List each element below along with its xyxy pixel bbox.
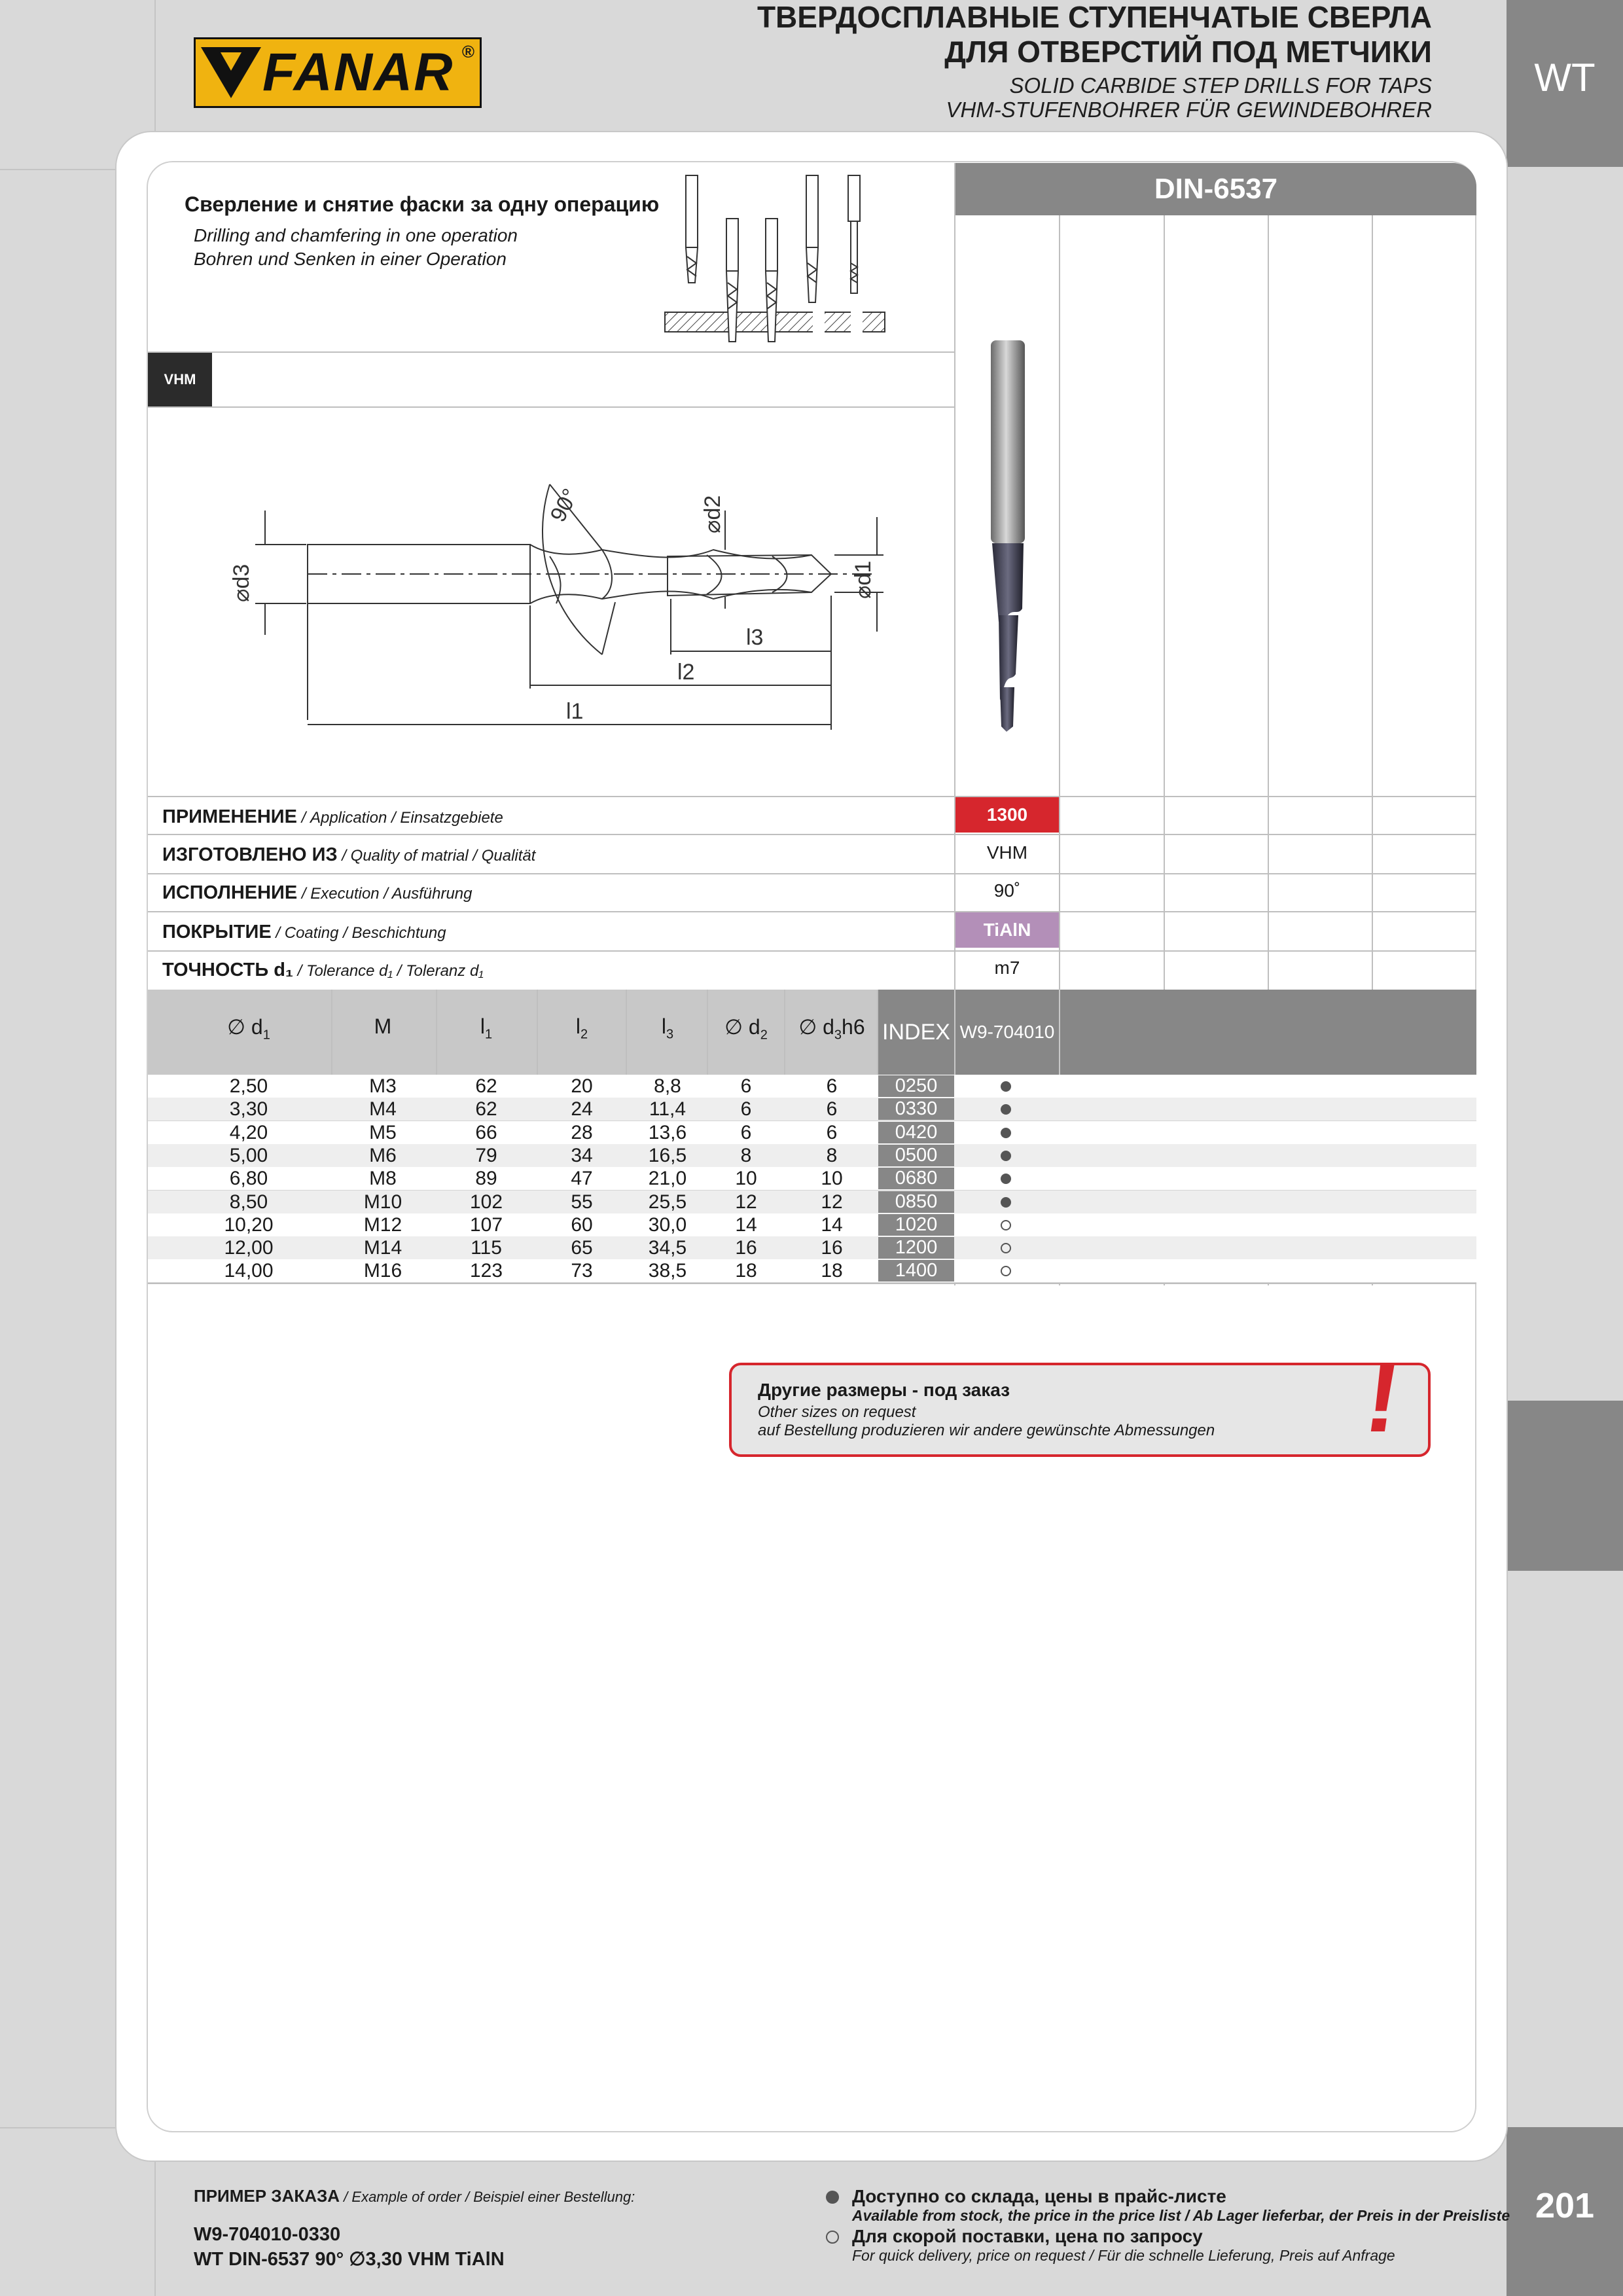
cell-d2: 12 — [735, 1191, 757, 1213]
filled-dot-icon — [826, 2191, 839, 2204]
cell-l1: 115 — [471, 1237, 502, 1259]
cell-d1: 6,80 — [229, 1168, 268, 1190]
cell-l2: 60 — [571, 1213, 593, 1236]
cell-l1: 107 — [469, 1213, 503, 1236]
notice-en: Other sizes on request — [758, 1403, 916, 1421]
cell-l1: 66 — [475, 1121, 497, 1143]
header-l2: $l_2$ — [575, 1014, 588, 1042]
process-illustration — [661, 171, 890, 348]
drill-photo — [982, 334, 1034, 740]
cell-l1: 79 — [475, 1144, 497, 1166]
cell-l1: 123 — [469, 1260, 503, 1282]
cell-index: 0850 — [878, 1191, 954, 1213]
cell-l3: 30,0 — [648, 1213, 687, 1236]
cell-index: 0250 — [878, 1075, 954, 1097]
cell-d1: 5,00 — [229, 1144, 268, 1166]
page-header-titles — [581, 0, 1432, 122]
on-order-icon — [1001, 1243, 1011, 1253]
cell-l1: 62 — [475, 1098, 497, 1121]
brand-name: FANAR — [262, 43, 454, 102]
cell-m: M16 — [363, 1260, 402, 1282]
legend-stock: Доступно со склада, цены в прайс-листе Available from stock, the price in the price list / Ab Lager lieferbar, der Preis in der Preisliste — [826, 2186, 1510, 2225]
cell-d3: 6 — [826, 1075, 838, 1097]
cell-d3: 16 — [821, 1237, 843, 1259]
notice-de: auf Bestellung produzieren wir andere gewünschte Abmessungen — [758, 1422, 1215, 1439]
cell-d3: 6 — [826, 1121, 838, 1143]
cell-l3: 16,5 — [648, 1144, 687, 1166]
cell-l3: 11,4 — [649, 1098, 687, 1121]
legend-order: Для скорой поставки, цена по запросу For quick delivery, price on request / Für die schnelle Lieferung, Preis auf Anfrage — [826, 2226, 1510, 2265]
table-bottom-line — [148, 1283, 1476, 1284]
order-subtitle: / Example of order / Beispiel einer Bestellung: — [340, 2189, 635, 2205]
in-stock-icon — [1001, 1081, 1011, 1092]
cell-m: M5 — [369, 1121, 397, 1143]
cell-l3: 13,6 — [648, 1121, 687, 1143]
cell-m: M10 — [363, 1191, 402, 1213]
order-description: WT DIN-6537 90° ∅3,30 VHM TiAlN — [194, 2249, 505, 2270]
cell-d1: 14,00 — [224, 1260, 274, 1282]
cell-l2: 20 — [571, 1075, 593, 1097]
label-l1: l1 — [566, 699, 584, 724]
cell-d3: 10 — [821, 1168, 843, 1190]
exclamation-icon: ! — [1359, 1342, 1407, 1452]
operation-title-ru: Сверление и снятие фаски за одну операцию — [185, 192, 660, 216]
label-d3: ⌀d3 — [229, 564, 254, 602]
row-divider — [148, 950, 1476, 952]
cell-d2: 14 — [735, 1213, 757, 1236]
header-d2: ∅ $d_2$ — [724, 1015, 768, 1043]
cell-m: M6 — [369, 1144, 397, 1166]
cell-index: 0680 — [878, 1168, 954, 1189]
cell-m: M14 — [363, 1237, 402, 1259]
cell-index: 0500 — [878, 1145, 954, 1166]
material-badge: VHM — [148, 353, 212, 406]
cell-d3: 14 — [821, 1213, 843, 1236]
cell-m: M12 — [363, 1213, 402, 1236]
cell-index: 0420 — [878, 1122, 954, 1143]
cell-d2: 6 — [740, 1098, 752, 1121]
cell-d1: 8,50 — [229, 1191, 268, 1213]
in-stock-icon — [1001, 1128, 1011, 1138]
label-l3: l3 — [746, 625, 764, 650]
standard-header: DIN-6537 — [955, 163, 1476, 215]
section-divider — [148, 406, 954, 408]
order-example — [194, 2186, 635, 2272]
property-value: VHM — [986, 842, 1028, 863]
cell-d2: 8 — [740, 1144, 752, 1166]
cell-l3: 25,5 — [648, 1191, 687, 1213]
cell-l2: 34 — [571, 1144, 593, 1166]
title-ru-line2: ДЛЯ ОТВЕРСТИЙ ПОД МЕТЧИКИ — [944, 35, 1432, 69]
property-value: 90˚ — [993, 880, 1021, 901]
property-value: m7 — [994, 958, 1020, 978]
cell-l2: 55 — [571, 1191, 593, 1213]
cell-d1: 4,20 — [229, 1121, 268, 1143]
property-label: ИСПОЛНЕНИЕ / Execution / Ausführung — [162, 882, 473, 903]
cell-d3: 18 — [821, 1260, 843, 1282]
header-article-code: W9-704010 — [955, 990, 1059, 1075]
cell-l1: 89 — [475, 1168, 497, 1190]
property-label: ИЗГОТОВЛЕНО ИЗ / Quality of matrial / Qualität — [162, 844, 536, 865]
cell-d2: 18 — [735, 1260, 757, 1282]
property-label: ТОЧНОСТЬ d₁ / Tolerance d₁ / Toleranz d₁ — [162, 960, 484, 980]
header-m: M — [374, 1014, 392, 1038]
header-l3: $l_3$ — [661, 1014, 674, 1042]
label-d1: ⌀d1 — [851, 560, 876, 599]
fanar-v-icon — [201, 45, 261, 101]
cell-d1: 3,30 — [229, 1098, 268, 1121]
table-header-extra — [1060, 990, 1476, 1075]
title-en: SOLID CARBIDE STEP DRILLS FOR TAPS — [1009, 73, 1432, 98]
label-l2: l2 — [677, 660, 695, 685]
fanar-logo — [194, 37, 482, 108]
header-d3: ∅ $d_3h6$ — [798, 1015, 865, 1043]
registered-mark: ® — [461, 42, 474, 62]
cell-index: 1400 — [878, 1260, 954, 1282]
cell-l2: 65 — [571, 1237, 593, 1259]
cell-d1: 10,20 — [224, 1213, 274, 1236]
cell-m: M4 — [369, 1098, 397, 1121]
page-guide-top — [0, 169, 115, 170]
cell-index: 1020 — [878, 1214, 954, 1236]
property-value: 1300 — [955, 797, 1059, 833]
on-order-icon — [1001, 1220, 1011, 1230]
cell-d2: 6 — [740, 1075, 752, 1097]
availability-legend — [826, 2186, 1510, 2265]
cell-d2: 6 — [740, 1121, 752, 1143]
cell-l1: 102 — [469, 1191, 503, 1213]
cell-l2: 28 — [571, 1121, 593, 1143]
cell-l3: 21,0 — [648, 1168, 687, 1190]
notice-title: Другие размеры - под заказ — [758, 1380, 1010, 1400]
header-d1: ∅ $d_1$ — [227, 1015, 270, 1043]
label-angle: 90° — [545, 484, 584, 526]
cell-d2: 16 — [735, 1237, 757, 1259]
cell-index: 0330 — [878, 1098, 954, 1120]
cell-m: M3 — [369, 1075, 397, 1097]
cell-d3: 8 — [826, 1144, 838, 1166]
order-code: W9-704010-0330 — [194, 2224, 341, 2245]
operation-de: Bohren und Senken in einer Operation — [194, 249, 507, 269]
row-divider — [148, 873, 1476, 874]
title-de: VHM-STUFENBOHRER FÜR GEWINDEBOHRER — [946, 98, 1432, 122]
property-label: ПРИМЕНЕНИЕ / Application / Einsatzgebiete — [162, 806, 503, 827]
cell-l3: 38,5 — [648, 1260, 687, 1282]
cell-l3: 34,5 — [648, 1237, 687, 1259]
drill-technical-drawing — [209, 458, 929, 746]
cell-m: M8 — [369, 1168, 397, 1190]
page-number: 201 — [1507, 2127, 1623, 2296]
property-label: ПОКРЫТИЕ / Coating / Beschichtung — [162, 922, 446, 942]
section-tab-wt: WT — [1507, 0, 1623, 167]
row-divider — [148, 796, 1476, 797]
cell-l1: 62 — [475, 1075, 497, 1097]
open-dot-icon — [826, 2231, 839, 2244]
side-marker — [1507, 1401, 1623, 1571]
label-d2: ⌀d2 — [700, 495, 725, 533]
cell-d3: 6 — [826, 1098, 838, 1121]
cell-l2: 73 — [571, 1260, 593, 1282]
property-value: TiAlN — [955, 912, 1059, 948]
cell-l2: 24 — [571, 1098, 593, 1121]
cell-l3: 8,8 — [654, 1075, 681, 1097]
cell-l2: 47 — [571, 1168, 593, 1190]
page-guide-bottom — [0, 2127, 115, 2128]
section-divider — [148, 351, 954, 353]
cell-d1: 12,00 — [224, 1237, 274, 1259]
in-stock-icon — [1001, 1151, 1011, 1161]
cell-d1: 2,50 — [229, 1075, 268, 1097]
order-title: ПРИМЕР ЗАКАЗА — [194, 2186, 340, 2206]
row-divider — [148, 911, 1476, 912]
header-l1: $l_1$ — [480, 1014, 493, 1042]
title-ru-line1: ТВЕРДОСПЛАВНЫЕ СТУПЕНЧАТЫЕ СВЕРЛА — [757, 0, 1432, 34]
in-stock-icon — [1001, 1197, 1011, 1208]
header-index: INDEX — [878, 990, 954, 1075]
cell-d2: 10 — [735, 1168, 757, 1190]
row-divider — [148, 834, 1476, 835]
operation-en: Drilling and chamfering in one operation — [194, 225, 518, 245]
cell-d3: 12 — [821, 1191, 843, 1213]
cell-index: 1200 — [878, 1237, 954, 1259]
other-sizes-notice — [729, 1342, 1431, 1457]
